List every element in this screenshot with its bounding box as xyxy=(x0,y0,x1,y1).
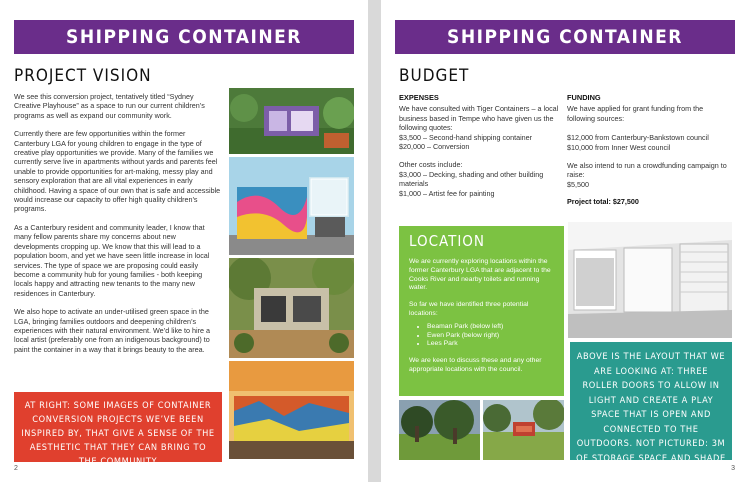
photo-container-painted xyxy=(229,361,354,459)
funding-column xyxy=(567,93,732,207)
location-paragraph: We are keen to discuss these and any other appropriate locations with the council. xyxy=(409,357,542,373)
expenses-column xyxy=(399,93,559,198)
funding-source: $12,000 from Canterbury-Bankstown council xyxy=(567,133,709,143)
funding-intro: We have applied for grant funding from the following sources: xyxy=(567,104,704,123)
page-number: 2 xyxy=(14,465,18,472)
location-box xyxy=(399,226,564,396)
callout-inspiration: AT RIGHT: SOME IMAGES OF CONTAINER CONVERSION PROJECTS WE’VE BEEN INSPIRED BY, THAT GIVE A SENSE OF THE AESTHETIC THAT THEY CAN BRING TO THE COMMUNITY xyxy=(14,392,222,462)
funding-heading: FUNDING xyxy=(567,93,601,102)
project-total: Project total: $27,500 xyxy=(567,197,639,207)
photo-container-mural xyxy=(229,157,354,255)
page-2 xyxy=(0,0,368,482)
location-text xyxy=(409,258,554,375)
expenses-intro: We have consulted with Tiger Containers – a local business based in Tempe who have given us the following quotes: xyxy=(399,104,559,133)
callout-layout: ABOVE IS THE LAYOUT THAT WE ARE LOOKING AT: THREE ROLLER DOORS TO ALLOW IN LIGHT AND CREATE A PLAY SPACE THAT IS OPEN AND CONNECTED TO THE OUTDOORS. NOT PICTURED: 3M OF STORAGE SPACE AND SHADE CLOTH. xyxy=(570,342,732,460)
funding-source: $10,000 from Inner West council xyxy=(567,142,671,152)
expense-item: $3,500 – Second-hand shipping container xyxy=(399,132,533,142)
location-paragraph: We are currently exploring locations within the former Canterbury LGA that are adjacent to the Cooks River and nearby toilets and running water. xyxy=(409,258,551,292)
expense-item: $1,000 – Artist fee for painting xyxy=(399,188,495,198)
crowdfunding-text: We also intend to run a crowdfunding campaign to raise: xyxy=(567,161,727,180)
photo-container-layout xyxy=(568,222,732,338)
vision-paragraph: We also hope to activate an under-utilised green space in the LGA, bringing families outdoors and deepening children’s experiences with their natural environment. We’d like to hire a local artist (preferably one from an indigenous background) to paint the container in a way that it brings beauty to the area. xyxy=(14,307,211,354)
page-3 xyxy=(381,0,749,482)
park-item: • Lees Park xyxy=(427,340,554,349)
park-item: • Beaman Park (below left) xyxy=(427,323,554,332)
photo-container-house-garden xyxy=(229,258,354,358)
photo-beaman-park xyxy=(399,400,480,460)
expense-item: $3,000 – Decking, shading and other building materials xyxy=(399,169,544,189)
expenses-heading: EXPENSES xyxy=(399,93,439,102)
vision-text xyxy=(14,92,222,363)
park-list xyxy=(409,323,554,349)
vision-paragraph: As a Canterbury resident and community leader, I know that many fellow parents share my concerns about new developments cropping up. We know that this will lead to a population boom, and yet we have seen little increase in local services. The type of space we are proposing could easily become a community hub for young families - both keeping locals happy and attracting new tenants to the many new residences in Canterbury. xyxy=(14,222,210,298)
page-banner: SHIPPING CONTAINER CONVERSION xyxy=(395,20,735,54)
section-title-budget: BUDGET xyxy=(399,66,470,86)
page-number: 3 xyxy=(731,465,735,472)
expense-item: $20,000 – Conversion xyxy=(399,142,470,152)
vision-paragraph: We see this conversion project, tentatively titled “Sydney Creative Playhouse” as a space to run our current children’s programs as well as expand our community work. xyxy=(14,92,205,120)
photo-container-garden xyxy=(229,88,354,154)
park-item: • Ewen Park (below right) xyxy=(427,332,554,341)
other-costs-intro: Other costs include: xyxy=(399,160,463,170)
page-banner: SHIPPING CONTAINER CONVERSION xyxy=(14,20,354,54)
vision-paragraph: Currently there are few opportunities within the former Canterbury LGA for young children to engage in the type of creative play opportunities we provide. Many of the families we currently serve live in apartments without yards and parents feel unable to provide opportunities for art-making, messy play and sensory exploration that are all vital experiences in early childhood. Having a space of our own that is safe and accessible would increase our capacity to offer high quality children’s programs. xyxy=(14,129,221,214)
crowdfunding-amount: $5,500 xyxy=(567,179,589,189)
photo-ewen-park xyxy=(483,400,564,460)
section-title-project-vision: PROJECT VISION xyxy=(14,66,152,86)
location-title: LOCATION xyxy=(409,232,486,250)
location-paragraph: So far we have identified three potential locations: xyxy=(409,301,529,317)
